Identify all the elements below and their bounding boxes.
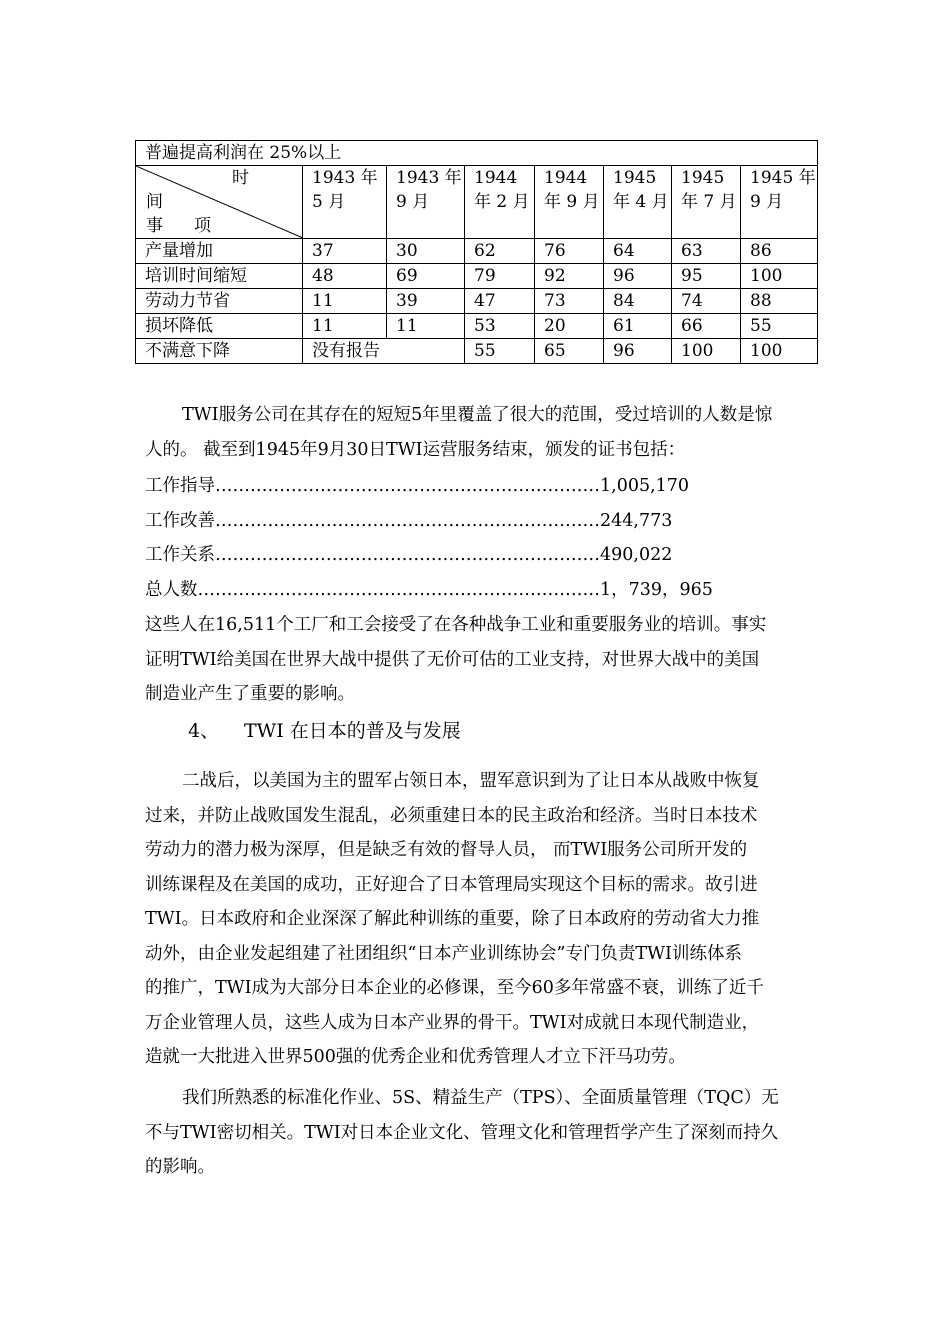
table-cell: 11 <box>303 289 387 314</box>
table-row <box>136 339 818 364</box>
table-cell: 79 <box>465 264 535 289</box>
corner-label-jian: 间 <box>146 192 163 212</box>
paragraph-line: 二战后，以美国为主的盟军占领日本，盟军意识到为了让日本从战败中恢复 <box>182 771 760 791</box>
corner-label-xiang: 项 <box>194 216 211 236</box>
paragraph-line: 训练课程及在美国的成功，正好迎合了日本管理局实现这个目标的需求。故引进 <box>145 875 758 895</box>
table-cell: 30 <box>387 239 465 264</box>
row-label: 损坏降低 <box>136 314 303 339</box>
paragraph-line: 证明TWI给美国在世界大战中提供了无价可估的工业支持，对世界大战中的美国 <box>145 650 760 670</box>
section-number: 4、 <box>188 720 220 742</box>
paragraph-line: 人的。 截至到1945年9月30日TWI运营服务结束，颁发的证书包括： <box>145 440 686 460</box>
table-cell: 96 <box>604 264 672 289</box>
table-row <box>136 314 818 339</box>
table-cell: 100 <box>741 264 818 289</box>
table-cell: 37 <box>303 239 387 264</box>
column-header: 1944 年 2 月 <box>465 166 535 239</box>
table-cell: 69 <box>387 264 465 289</box>
column-header: 1945 年 4 月 <box>604 166 672 239</box>
paragraph-line: 的推广，TWI成为大部分日本企业的必修课，至今60多年常盛不衰，训练了近千 <box>145 978 764 998</box>
paragraph-line: 不与TWI密切相关。TWI对日本企业文化、管理文化和管理哲学产生了深刻而持久 <box>145 1123 779 1143</box>
table-cell: 76 <box>535 239 604 264</box>
column-header: 1944 年 9 月 <box>535 166 604 239</box>
table-cell: 100 <box>672 339 741 364</box>
paragraph-line: 劳动力的潜力极为深厚，但是缺乏有效的督导人员， 而TWI服务公司所开发的 <box>145 840 748 860</box>
table-row <box>136 264 818 289</box>
table-cell: 86 <box>741 239 818 264</box>
column-header: 1945 年 9 月 <box>741 166 818 239</box>
row-label: 不满意下降 <box>136 339 303 364</box>
row-label: 产量增加 <box>136 239 303 264</box>
certificate-label: 工作指导 <box>145 476 215 496</box>
certificate-label: 工作改善 <box>145 511 215 531</box>
column-header: 1943 年 5 月 <box>303 166 387 239</box>
paragraph-line: 万企业管理人员，这些人成为日本产业界的骨干。TWI对成就日本现代制造业， <box>145 1013 760 1033</box>
paragraph-line: 制造业产生了重要的影响。 <box>145 684 355 704</box>
certificate-value: 490,022 <box>600 545 673 565</box>
section-title: TWI 在日本的普及与发展 <box>244 720 461 742</box>
section-heading <box>188 714 461 748</box>
row-label: 劳动力节省 <box>136 289 303 314</box>
paragraph-line: TWI。日本政府和企业深深了解此种训练的重要，除了日本政府的劳动省大力推 <box>145 909 760 929</box>
paragraph-line: 我们所熟悉的标准化作业、5S、精益生产（TPS）、全面质量管理（TQC）无 <box>182 1088 779 1108</box>
table-cell: 11 <box>303 314 387 339</box>
leader-dots: ………………………………………………………… <box>215 476 600 496</box>
row-label: 培训时间缩短 <box>136 264 303 289</box>
table-cell: 92 <box>535 264 604 289</box>
paragraph-line: 的影响。 <box>145 1157 215 1177</box>
certificate-row <box>145 504 672 539</box>
leader-dots: ………………………………………………………… <box>215 511 600 531</box>
table-cell: 88 <box>741 289 818 314</box>
certificate-value: 244,773 <box>600 511 673 531</box>
table-cell: 84 <box>604 289 672 314</box>
certificate-row <box>145 469 689 504</box>
table-cell: 48 <box>303 264 387 289</box>
paragraph-line: TWI服务公司在其存在的短短5年里覆盖了很大的范围，受过培训的人数是惊 <box>182 405 773 425</box>
certificate-label: 总人数 <box>145 580 198 600</box>
leader-dots: ………………………………………………………… <box>215 545 600 565</box>
paragraph-line: 过来，并防止战败国发生混乱，必须重建日本的民主政治和经济。当时日本技术 <box>145 806 758 826</box>
table-cell: 96 <box>604 339 672 364</box>
no-report-cell: 没有报告 <box>303 339 465 364</box>
table-cell: 74 <box>672 289 741 314</box>
table-cell: 11 <box>387 314 465 339</box>
table-cell: 63 <box>672 239 741 264</box>
table-corner-cell <box>136 166 303 239</box>
table-cell: 95 <box>672 264 741 289</box>
twi-results-table <box>135 140 818 364</box>
paragraph-line: 这些人在16,511个工厂和工会接受了在各种战争工业和重要服务业的培训。事实 <box>145 615 767 635</box>
certificate-row <box>145 573 713 608</box>
corner-label-shi: 事 <box>146 216 163 236</box>
table-cell: 62 <box>465 239 535 264</box>
certificate-row <box>145 538 672 573</box>
certificate-value: 1，739，965 <box>600 580 713 600</box>
column-header: 1945 年 7 月 <box>672 166 741 239</box>
paragraph-line: 造就一大批进入世界500强的优秀企业和优秀管理人才立下汗马功劳。 <box>145 1047 686 1067</box>
table-cell: 65 <box>535 339 604 364</box>
table-cell: 20 <box>535 314 604 339</box>
table-cell: 39 <box>387 289 465 314</box>
paragraph-line: 动外，由企业发起组建了社团组织“日本产业训练协会”专门负责TWI训练体系 <box>145 944 742 964</box>
leader-dots: …………………………………………………………… <box>197 580 600 600</box>
table-row <box>136 289 818 314</box>
column-header: 1943 年 9 月 <box>387 166 465 239</box>
table-row <box>136 239 818 264</box>
table-banner: 普遍提高利润在 25%以上 <box>136 141 818 166</box>
table-cell: 55 <box>741 314 818 339</box>
table-cell: 47 <box>465 289 535 314</box>
table-cell: 53 <box>465 314 535 339</box>
table-cell: 64 <box>604 239 672 264</box>
corner-label-time: 时 <box>232 168 249 188</box>
table-cell: 55 <box>465 339 535 364</box>
table-cell: 73 <box>535 289 604 314</box>
certificate-label: 工作关系 <box>145 545 215 565</box>
table-cell: 61 <box>604 314 672 339</box>
certificate-value: 1,005,170 <box>600 476 690 496</box>
table-cell: 66 <box>672 314 741 339</box>
table-cell: 100 <box>741 339 818 364</box>
